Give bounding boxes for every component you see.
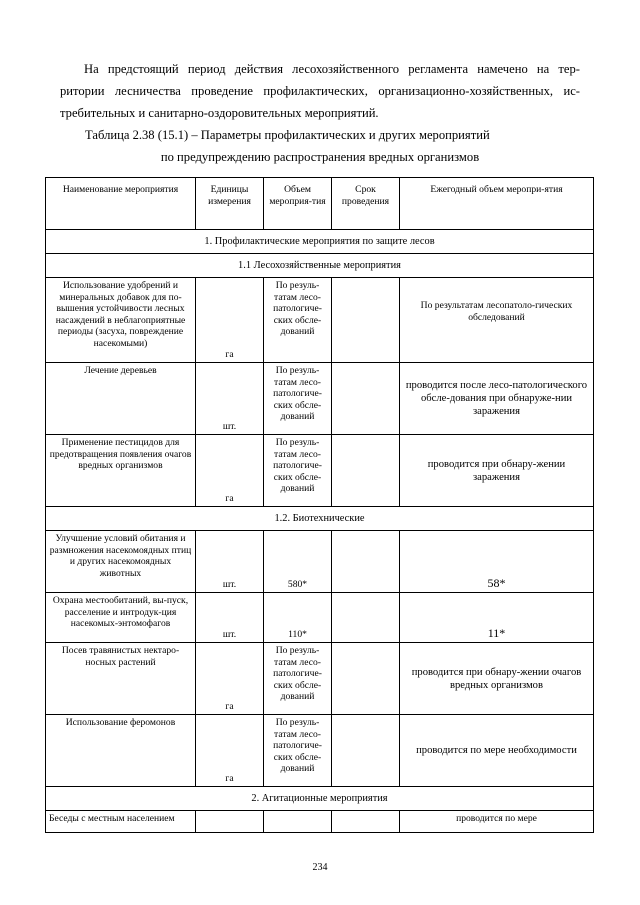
row-term	[332, 278, 400, 363]
row-term	[332, 435, 400, 507]
intro-line-2: ритории лесничества проведение профилактических, организационно-хозяйственных, ис-	[60, 84, 580, 98]
row-unit: шт.	[196, 531, 264, 593]
row-unit: га	[196, 643, 264, 715]
row-volume: По резуль-татам лесо-патологиче-ских обсле-дований	[264, 643, 332, 715]
row-name: Улучшение условий обитания и размножения насекомоядных птиц и других насекомоядных животных	[46, 531, 196, 593]
row-unit: га	[196, 715, 264, 787]
header-term: Срок проведения	[332, 178, 400, 230]
row-unit: га	[196, 435, 264, 507]
row-annual: проводится по мере необходимости	[400, 715, 594, 787]
page-number: 234	[312, 862, 328, 873]
row-name: Использование удобрений и минеральных добавок для по-вышения устойчивости лесных насаждений в неблагоприятные периоды (засуха, повреждение насекомыми)	[46, 278, 196, 363]
row-annual: проводится при обнару-жении очагов вредных организмов	[400, 643, 594, 715]
header-unit: Единицы измерения	[196, 178, 264, 230]
row-term	[332, 363, 400, 435]
row-volume: По резуль-татам лесо-патологиче-ских обсле-дований	[264, 435, 332, 507]
row-name: Применение пестицидов для предотвращения появления очагов вредных организмов	[46, 435, 196, 507]
row-unit: шт.	[196, 363, 264, 435]
subsection-heading: 1.2. Биотехнические	[46, 507, 594, 531]
row-unit: шт.	[196, 593, 264, 643]
row-volume: По резуль-татам лесо-патологиче-ских обсле-дований	[264, 363, 332, 435]
row-term	[332, 715, 400, 787]
row-unit: га	[196, 278, 264, 363]
section-heading: 2. Агитационные мероприятия	[46, 787, 594, 811]
row-name: Посев травянистых нектаро-носных растений	[46, 643, 196, 715]
section-heading: 1. Профилактические мероприятия по защите лесов	[46, 230, 594, 254]
intro-line-1: На предстоящий период действия лесохозяйственного регламента намечено на тер-	[84, 62, 580, 76]
intro-paragraph	[60, 58, 580, 124]
row-volume: 580*	[264, 531, 332, 593]
row-name: Лечение деревьев	[46, 363, 196, 435]
measures-table	[45, 177, 594, 833]
table-row	[46, 593, 594, 643]
table-row	[46, 531, 594, 593]
row-unit	[196, 811, 264, 833]
row-volume: По резуль-татам лесо-патологиче-ских обсле-дований	[264, 278, 332, 363]
row-term	[332, 811, 400, 833]
row-annual: проводится по мере	[400, 811, 594, 833]
header-annual: Ежегодный объем меропри-ятия	[400, 178, 594, 230]
table-row	[46, 715, 594, 787]
table-row	[46, 435, 594, 507]
row-term	[332, 531, 400, 593]
table-header-row	[46, 178, 594, 230]
row-annual: проводится при обнару-жении заражения	[400, 435, 594, 507]
row-annual: 58*	[400, 531, 594, 593]
row-annual: 11*	[400, 593, 594, 643]
row-volume: 110*	[264, 593, 332, 643]
row-name: Беседы с местным населением	[46, 811, 196, 833]
row-annual: проводится после лесо-патологического обсле-дования при обнаруже-нии заражения	[400, 363, 594, 435]
intro-line-3: требительных и санитарно-оздоровительных мероприятий.	[60, 106, 379, 120]
table-row	[46, 643, 594, 715]
row-volume	[264, 811, 332, 833]
table-row	[46, 363, 594, 435]
header-name: Наименование мероприятия	[46, 178, 196, 230]
row-term	[332, 593, 400, 643]
row-volume: По резуль-татам лесо-патологиче-ских обсле-дований	[264, 715, 332, 787]
row-annual: По результатам лесопатоло-гических обследований	[400, 278, 594, 363]
table-row	[46, 278, 594, 363]
table-row	[46, 811, 594, 833]
table-caption-line-2: по предупреждению распространения вредных организмов	[160, 150, 480, 164]
row-name: Охрана местообитаний, вы-пуск, расселение и интродук-ция насекомых-энтомофагов	[46, 593, 196, 643]
header-volume: Объем мероприя-тия	[264, 178, 332, 230]
row-term	[332, 643, 400, 715]
table-caption-line-1: Таблица 2.38 (15.1) – Параметры профилактических и других мероприятий	[85, 128, 490, 142]
row-name: Использование феромонов	[46, 715, 196, 787]
subsection-heading: 1.1 Лесохозяйственные мероприятия	[46, 254, 594, 278]
